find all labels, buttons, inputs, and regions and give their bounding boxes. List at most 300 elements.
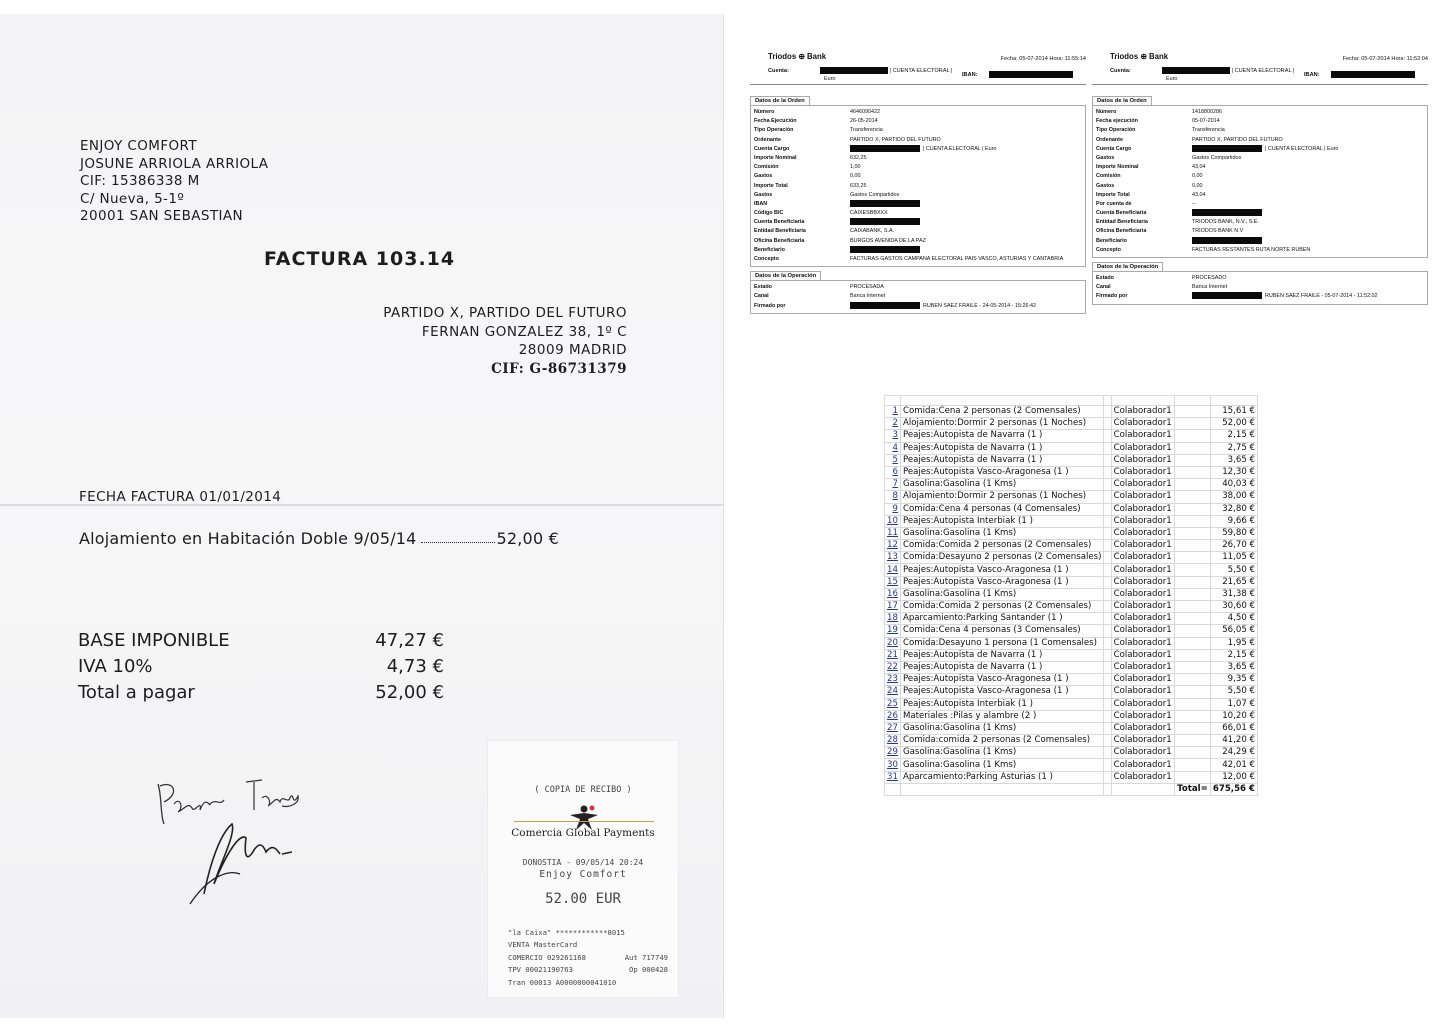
empty-cell [1174,406,1210,418]
row-number-link[interactable]: 2 [885,418,901,430]
redaction-bar [850,200,920,207]
detail-row [754,136,1082,145]
receipt-card: "la Caixa" ************8015 [508,928,625,937]
empty-cell [1174,674,1210,686]
receipt-merchant: Enjoy Comfort [539,869,627,880]
expense-amount: 9,66 € [1210,515,1257,527]
detail-row [1096,292,1424,301]
detail-row [1096,108,1424,117]
issuer-cif: CIF: 15386338 M [80,173,200,189]
detail-row [754,283,1082,292]
expense-amount: 2,15 € [1210,649,1257,661]
expense-collaborator: Colaborador1 [1111,454,1174,466]
detail-key: Importe Total [754,182,788,189]
detail-key: Tipo Operación [754,127,794,134]
empty-cell [1174,686,1210,698]
table-cell [1174,396,1210,406]
table-cell [885,396,901,406]
expense-collaborator: Colaborador1 [1111,527,1174,539]
receipt-op: Op 000428 [629,965,668,975]
empty-cell [1104,661,1111,673]
detail-value: TRIODOS BANK N V [1192,228,1244,235]
receipt-comercio: COMERCIO 029261168 [508,952,586,962]
expense-amount: 15,61 € [1210,406,1257,418]
row-number-link[interactable]: 26 [885,710,901,722]
row-number-link[interactable]: 4 [885,442,901,454]
empty-cell [1104,759,1111,771]
detail-value: 0,00 [1192,182,1203,189]
expense-collaborator: Colaborador1 [1111,686,1174,698]
detail-value: Transferencia [850,127,883,134]
row-number-link[interactable]: 10 [885,515,901,527]
empty-cell [1104,442,1111,454]
expense-collaborator: Colaborador1 [1111,698,1174,710]
expense-description: Peajes:Autopista de Navarra (1 ) [900,661,1104,673]
bank-order-1 [750,50,1086,314]
table-row [885,430,1258,442]
empty-cell [1104,625,1111,637]
row-number-link[interactable]: 25 [885,698,901,710]
row-number-link[interactable]: 8 [885,491,901,503]
bank-order-2 [1092,50,1428,305]
iban-field [962,71,1073,78]
detail-row [1096,172,1424,181]
row-number-link[interactable]: 18 [885,613,901,625]
expense-amount: 9,35 € [1210,674,1257,686]
header-rule [750,84,1086,85]
empty-cell [1174,588,1210,600]
expense-collaborator: Colaborador1 [1111,564,1174,576]
row-number-link[interactable]: 5 [885,454,901,466]
empty-cell [1104,637,1111,649]
table-spacer-row [885,396,1258,406]
expense-amount: 32,80 € [1210,503,1257,515]
expense-amount: 3,65 € [1210,454,1257,466]
handwritten-signature [150,774,320,924]
totals-label: IVA 10% [78,656,153,677]
row-number-link[interactable]: 11 [885,527,901,539]
expense-amount: 21,65 € [1210,576,1257,588]
redaction-bar [820,67,888,74]
detail-row [1096,136,1424,145]
empty-cell [1104,503,1111,515]
detail-value: | CUENTA ELECTORAL | Euro [850,145,996,154]
row-number-link[interactable]: 7 [885,479,901,491]
detail-key: Firmado por [754,302,786,309]
empty-cell [1104,466,1111,478]
detail-row [1096,200,1424,209]
detail-row [1096,154,1424,163]
empty-cell [1104,418,1111,430]
detail-key: Beneficiario [754,246,785,253]
empty-cell [1174,747,1210,759]
empty-cell [1104,735,1111,747]
totals-row [78,656,444,682]
receipt-aut: Aut 717749 [624,952,668,962]
empty-cell [1104,479,1111,491]
detail-key: Importe Nominal [754,154,797,161]
invoice-totals [78,630,444,708]
detail-value: PROCESADA [850,284,884,291]
table-row [885,637,1258,649]
redaction-bar [850,145,920,152]
row-number-link[interactable]: 6 [885,466,901,478]
detail-key: Concepto [754,256,779,262]
detail-value: 0,00 [850,173,861,180]
expenses-table [884,395,1258,796]
row-number-link[interactable]: 30 [885,759,901,771]
detail-row [1096,182,1424,191]
expense-collaborator: Colaborador1 [1111,491,1174,503]
expense-description: Comida:Desayuno 2 personas (2 Comensales) [900,552,1104,564]
expense-amount: 31,38 € [1210,588,1257,600]
detail-row [754,200,1082,209]
empty-cell [1104,564,1111,576]
detail-key: Entidad Beneficiaria [1096,219,1148,226]
detail-value: Transferencia [1192,127,1225,134]
detail-value: 0,00 [1192,173,1203,180]
table-row [885,674,1258,686]
redaction-bar [850,302,920,309]
empty-cell [1174,418,1210,430]
table-row [885,466,1258,478]
expense-description: Peajes:Autopista Vasco-Aragonesa (1 ) [900,564,1104,576]
detail-value: PARTIDO X, PARTIDO DEL FUTURO [850,136,941,143]
row-number-link[interactable]: 24 [885,686,901,698]
bank-logo: Triodos ⊕ Bank [1110,52,1169,61]
order-details [1092,105,1428,258]
detail-value [850,246,923,255]
empty-cell [1104,722,1111,734]
expense-collaborator: Colaborador1 [1111,430,1174,442]
empty-cell [1174,454,1210,466]
expense-description: Gasolina:Gasolina (1 Kms) [900,722,1104,734]
detail-row [754,172,1082,181]
detail-row [1096,163,1424,172]
detail-value: CAIXESBBXXX [850,210,888,217]
detail-row [754,237,1082,246]
detail-row [754,145,1082,154]
expense-collaborator: Colaborador1 [1111,576,1174,588]
row-number-link[interactable]: 15 [885,576,901,588]
expense-description: Comida:Comida 2 personas (2 Comensales) [900,601,1104,613]
table-row [885,747,1258,759]
issuer-city: 20001 SAN SEBASTIAN [80,208,244,224]
order-section [750,96,1086,267]
leader-dots [421,529,495,543]
redaction-bar [1192,292,1262,299]
detail-row [754,182,1082,191]
expense-collaborator: Colaborador1 [1111,552,1174,564]
receipt-brand: Comercia Global Payments [511,827,655,839]
empty-cell [1104,613,1111,625]
order-details [750,105,1086,267]
row-number-link[interactable]: 1 [885,406,901,418]
detail-row [754,126,1082,135]
table-cell [900,396,1104,406]
expense-amount: 4,50 € [1210,613,1257,625]
detail-key: Código BIC [754,210,784,217]
detail-key: Canal [754,293,769,300]
detail-row [754,227,1082,236]
detail-row [754,154,1082,163]
receipt-row [508,952,668,964]
row-number-link[interactable]: 17 [885,601,901,613]
detail-key: Cuenta Cargo [754,145,790,152]
empty-cell [1174,601,1210,613]
empty-cell [1104,406,1111,418]
detail-value: -- [1192,200,1196,207]
cuenta-label: Cuenta: [1110,68,1131,74]
detail-key: Fecha Ejecución [754,118,797,125]
detail-key: Ordenante [754,136,781,143]
receipt-row [508,964,668,976]
empty-cell [1174,503,1210,515]
table-row [885,759,1258,771]
detail-value: Gastos Compartidos [850,191,900,198]
empty-cell [1174,637,1210,649]
detail-value: FACTURAS GASTOS CAMPANA ELECTORAL PAIS VASCO, ASTURIAS Y CANTABRIA [850,256,1064,262]
expense-amount: 5,50 € [1210,686,1257,698]
invoice-scan [0,14,724,1018]
expense-description: Gasolina:Gasolina (1 Kms) [900,747,1104,759]
detail-key: Oficina Beneficiaria [754,237,805,244]
empty-cell [1174,698,1210,710]
detail-key: Concepto [1096,246,1121,253]
empty-cell [1174,613,1210,625]
empty-cell [1104,771,1111,783]
currency: Euro [824,76,836,82]
expense-amount: 12,00 € [1210,771,1257,783]
table-row [885,491,1258,503]
row-number-link[interactable]: 9 [885,503,901,515]
empty-cell [1174,515,1210,527]
empty-cell [1174,722,1210,734]
operation-details [750,280,1086,314]
table-row [885,406,1258,418]
table-row [885,454,1258,466]
table-cell [1111,396,1174,406]
detail-value: 632,25 [850,154,867,161]
detail-value: CAIXABANK, S.A. [850,228,895,235]
table-row [885,479,1258,491]
expense-amount: 24,29 € [1210,747,1257,759]
expense-description: Materiales :Pilas y alambre (2 ) [900,710,1104,722]
detail-value: 05-07-2014 [1192,118,1220,125]
row-number-link[interactable]: 19 [885,625,901,637]
detail-key: Cuenta Beneficiaria [1096,210,1147,217]
row-number-link[interactable]: 20 [885,637,901,649]
row-number-link[interactable]: 22 [885,661,901,673]
empty-cell [1104,540,1111,552]
total-row [885,783,1258,795]
expense-collaborator: Colaborador1 [1111,759,1174,771]
detail-key: Gastos [1096,182,1115,189]
line-item-description: Alojamiento en Habitación Doble 9/05/14 [79,529,417,548]
empty-cell [1174,564,1210,576]
iban-label: IBAN: [962,71,978,78]
table-row [885,649,1258,661]
iban-label: IBAN: [1304,71,1320,78]
expense-description: Peajes:Autopista Vasco-Aragonesa (1 ) [900,576,1104,588]
detail-key: Gastos [1096,154,1115,161]
invoice-title: FACTURA 103.14 [264,248,456,270]
table-row [885,503,1258,515]
detail-key: Canal [1096,284,1111,291]
detail-key: Fecha ejecución [1096,118,1138,125]
expenses-body [885,396,1258,796]
expense-amount: 26,70 € [1210,540,1257,552]
detail-value [1192,237,1265,246]
expense-collaborator: Colaborador1 [1111,515,1174,527]
detail-row [754,191,1082,200]
expense-amount: 66,01 € [1210,722,1257,734]
expense-collaborator: Colaborador1 [1111,747,1174,759]
table-row [885,698,1258,710]
detail-key: Cuenta Cargo [1096,145,1132,152]
expense-collaborator: Colaborador1 [1111,637,1174,649]
table-row [885,442,1258,454]
expense-collaborator: Colaborador1 [1111,601,1174,613]
operation-section-title: Datos de la Operación [750,271,821,280]
receipt-amount: 52.00 EUR [545,891,621,907]
row-number-link[interactable]: 27 [885,722,901,734]
detail-key: Beneficiario [1096,237,1127,244]
detail-value: 4646090422 [850,109,880,115]
totals-row [78,630,444,656]
receipt-brand-rule [514,821,654,822]
empty-cell [1174,466,1210,478]
totals-label: Total a pagar [78,682,195,703]
detail-row [1096,218,1424,227]
total-label: Total= [1174,783,1210,795]
detail-key: Importe Nominal [1096,164,1139,171]
row-number-link[interactable]: 29 [885,747,901,759]
expense-collaborator: Colaborador1 [1111,466,1174,478]
table-cell [1210,396,1257,406]
expense-description: Peajes:Autopista Vasco-Aragonesa (1 ) [900,686,1104,698]
row-number-link[interactable]: 16 [885,588,901,600]
detail-key: Comisión [754,164,779,171]
expense-amount: 12,30 € [1210,466,1257,478]
client-cif: CIF: G-86731379 [491,360,627,377]
receipt-copy-label: ( COPIA DE RECIBO ) [534,785,632,795]
empty-cell [1104,430,1111,442]
row-number-link[interactable]: 13 [885,552,901,564]
empty-cell [1104,527,1111,539]
expense-collaborator: Colaborador1 [1111,625,1174,637]
empty-cell [1104,747,1111,759]
detail-row [1096,209,1424,218]
table-row [885,613,1258,625]
expense-description: Comida:Comida 2 personas (2 Comensales) [900,540,1104,552]
detail-value: | CUENTA ELECTORAL | Euro [1192,145,1338,154]
empty-cell [1104,454,1111,466]
table-row [885,710,1258,722]
expense-description: Gasolina:Gasolina (1 Kms) [900,759,1104,771]
detail-value: 1418800286 [1192,109,1222,115]
empty-cell [900,783,1104,795]
issuer-name: ENJOY COMFORT [80,138,197,154]
row-number-link[interactable]: 3 [885,430,901,442]
detail-row [1096,274,1424,283]
empty-cell [1104,710,1111,722]
empty-cell [1174,625,1210,637]
detail-row [1096,191,1424,200]
order-section-title: Datos de la Orden [750,96,810,105]
bank-header [750,50,1086,82]
redaction-bar [850,246,920,253]
detail-row [754,117,1082,126]
redaction-bar [1192,145,1262,152]
detail-row [1096,126,1424,135]
empty-cell [1174,759,1210,771]
account-field [1162,67,1294,74]
order-section [1092,96,1428,258]
row-number-link[interactable]: 12 [885,540,901,552]
issuer-street: C/ Nueva, 5-1º [80,190,185,207]
client-address [383,304,627,378]
table-row [885,527,1258,539]
expense-collaborator: Colaborador1 [1111,503,1174,515]
iban-field [1304,71,1415,78]
order-section-title: Datos de la Orden [1092,96,1152,105]
redaction-bar [1331,71,1415,78]
empty-cell [1174,479,1210,491]
table-row [885,552,1258,564]
expense-collaborator: Colaborador1 [1111,771,1174,783]
empty-cell [1174,540,1210,552]
expense-collaborator: Colaborador1 [1111,649,1174,661]
expense-collaborator: Colaborador1 [1111,722,1174,734]
redaction-bar [1192,209,1262,216]
expense-collaborator: Colaborador1 [1111,540,1174,552]
row-number-link[interactable]: 21 [885,649,901,661]
totals-value: 47,27 € [375,630,444,651]
account-suffix: | CUENTA ELECTORAL | [1231,67,1295,74]
operation-section-title: Datos de la Operación [1092,262,1163,271]
row-number-link[interactable]: 31 [885,771,901,783]
expense-description: Peajes:Autopista de Navarra (1 ) [900,649,1104,661]
table-row [885,722,1258,734]
detail-row [754,255,1082,264]
expense-description: Peajes:Autopista Interbiak (1 ) [900,698,1104,710]
table-row [885,564,1258,576]
row-number-link[interactable]: 14 [885,564,901,576]
expense-amount: 2,75 € [1210,442,1257,454]
expense-collaborator: Colaborador1 [1111,735,1174,747]
expense-description: Alojamiento:Dormir 2 personas (1 Noches) [900,418,1104,430]
totals-value: 4,73 € [386,656,444,677]
client-street: FERNAN GONZALEZ 38, 1º C [421,323,627,340]
row-number-link[interactable]: 28 [885,735,901,747]
expense-collaborator: Colaborador1 [1111,418,1174,430]
totals-label: BASE IMPONIBLE [78,630,230,651]
receipt-tpv: TPV 00021190763 [508,965,573,975]
operation-details [1092,271,1428,305]
detail-key: IBAN [754,200,768,207]
empty-cell [885,783,901,795]
detail-key: Ordenante [1096,136,1123,143]
row-number-link[interactable]: 23 [885,674,901,686]
expense-collaborator: Colaborador1 [1111,406,1174,418]
expense-description: Comida:Cena 4 personas (3 Comensales) [900,625,1104,637]
expense-amount: 38,00 € [1210,491,1257,503]
empty-cell [1174,442,1210,454]
expense-description: Peajes:Autopista de Navarra (1 ) [900,430,1104,442]
expense-amount: 10,20 € [1210,710,1257,722]
detail-key: Firmado por [1096,293,1128,300]
